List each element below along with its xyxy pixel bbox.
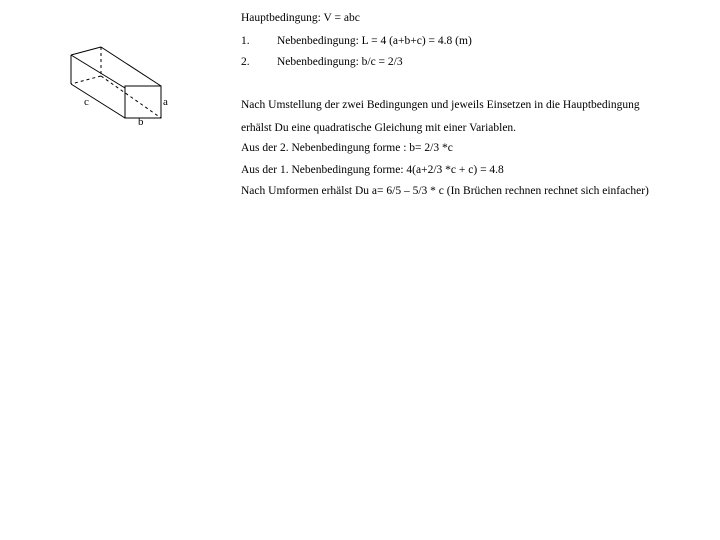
cuboid-front-face xyxy=(125,86,161,118)
cuboid-edge xyxy=(71,47,101,55)
label-c: c xyxy=(84,96,89,108)
cuboid-figure xyxy=(0,0,240,140)
condition-2-text: Nebenbedingung: b/c = 2/3 xyxy=(277,56,403,68)
step-from-condition-1: Aus der 1. Nebenbedingung forme: 4(a+2/3 *c + c) = 4.8 xyxy=(241,164,504,176)
step-from-condition-2: Aus der 2. Nebenbedingung forme : b= 2/3 *c xyxy=(241,142,453,154)
paragraph-line-1: Nach Umstellung der zwei Bedingungen und jeweils Einsetzen in die Hauptbedingung xyxy=(241,99,640,111)
cuboid-edge xyxy=(71,55,125,88)
condition-2-number: 2. xyxy=(241,56,250,68)
label-b: b xyxy=(138,116,144,128)
cuboid-edge xyxy=(101,47,161,86)
label-a: a xyxy=(163,96,168,108)
cuboid-edge xyxy=(71,84,125,118)
paragraph-line-2: erhälst Du eine quadratische Gleichung mit einer Variablen. xyxy=(241,122,517,134)
result-line: Nach Umformen erhälst Du a= 6/5 – 5/3 * c (In Brüchen rechnen rechnet sich einfacher) xyxy=(241,185,649,197)
condition-1-number: 1. xyxy=(241,35,250,47)
cuboid-hidden-edge xyxy=(71,76,101,84)
condition-1-text: Nebenbedingung: L = 4 (a+b+c) = 4.8 (m) xyxy=(277,35,472,47)
cuboid-hidden-edge xyxy=(101,76,161,118)
main-condition: Hauptbedingung: V = abc xyxy=(241,12,360,24)
